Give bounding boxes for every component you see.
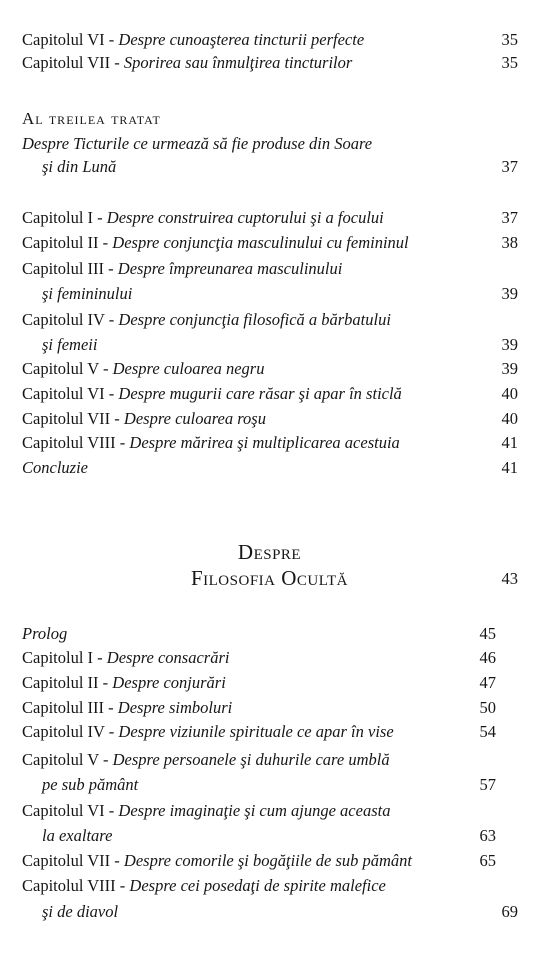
separator: - (104, 30, 119, 49)
chapter-title: Despre împreunarea masculinului (117, 259, 343, 278)
toc-entry (22, 458, 518, 478)
page-number: 54 (479, 722, 496, 741)
page-number: 38 (501, 233, 518, 252)
chapter-label: Capitolul I (22, 208, 94, 227)
chapter-title: Despre cunoaşterea tincturii perfecte (118, 30, 365, 49)
chapter-title: Despre culoarea roşu (123, 409, 266, 428)
chapter-label: Capitolul III (22, 259, 105, 278)
page-number: 45 (479, 624, 496, 643)
page-number: 69 (501, 902, 518, 921)
page-number: 40 (501, 409, 518, 428)
toc-entry: Capitolul VIII - Despre mărirea şi multiplicarea acestuia 41 (22, 433, 518, 452)
chapter-label: Capitolul VII (22, 851, 111, 870)
toc-entry: Capitolul V - Despre culoarea negru 39 (22, 359, 518, 378)
page-number: 47 (479, 673, 496, 692)
treatise-subtitle: Despre Ticturile ce urmează să fie produse din Soare (22, 134, 373, 153)
page-number: 37 (501, 208, 518, 227)
toc-entry: Capitolul II - Despre conjurări 47 (22, 673, 496, 692)
toc-entry (22, 624, 518, 644)
chapter-title: Despre construirea cuptorului şi a focului (106, 208, 384, 227)
page-number: 41 (501, 458, 518, 477)
toc-entry: Capitolul VI - Despre imaginaţie şi cum ajunge aceasta (22, 801, 391, 820)
chapter-label: Capitolul VIII (22, 876, 116, 895)
page-number: 39 (501, 335, 518, 354)
page-number: 65 (479, 851, 496, 870)
toc-entry: Capitolul IV - Despre viziunile spirituale ce apar în vise 54 (22, 722, 496, 741)
chapter-label: Capitolul II (22, 673, 99, 692)
page-number: 57 (479, 775, 496, 794)
chapter-title: Despre conjuncţia filosofică a bărbatului (118, 310, 391, 329)
conclusion-title: Concluzie (22, 458, 88, 477)
toc-entry (22, 53, 518, 73)
toc-entry: Capitolul II - Despre conjuncţia masculinului cu femininul 38 (22, 233, 518, 252)
chapter-label: Capitolul VIII (22, 433, 116, 452)
toc-entry-cont: şi femeii 39 (42, 335, 518, 354)
page-number: 50 (479, 698, 496, 717)
page-number: 39 (501, 359, 518, 378)
toc-entry-cont: la exaltare 63 (42, 826, 496, 845)
toc-entry-cont: şi de diavol 69 (42, 902, 518, 921)
chapter-label: Capitolul V (22, 750, 99, 769)
chapter-title: Despre cei posedaţi de spirite malefice (129, 876, 386, 895)
page-number: 35 (501, 30, 518, 49)
chapter-title: Sporirea sau înmulţirea tincturilor (123, 53, 353, 72)
chapter-title: Despre viziunile spirituale ce apar în vise (118, 722, 394, 741)
chapter-label: Capitolul V (22, 359, 99, 378)
chapter-title: Despre conjurări (112, 673, 226, 692)
toc-entry: Capitolul III - Despre simboluri 50 (22, 698, 496, 717)
toc-entry: Capitolul V - Despre persoanele şi duhurile care umblă (22, 750, 390, 769)
prolog-title: Prolog (22, 624, 68, 643)
toc-entry: Capitolul VI - Despre mugurii care răsar şi apar în sticlă 40 (22, 384, 518, 403)
page-number: 43 (501, 569, 518, 588)
part-heading-page (22, 569, 518, 589)
chapter-title: Despre persoanele şi duhurile care umblă (112, 750, 390, 769)
page-number: 46 (479, 648, 496, 667)
toc-entry (22, 30, 518, 50)
toc-entry-cont: şi femininului 39 (42, 284, 518, 303)
chapter-label: Capitolul III (22, 698, 105, 717)
separator: - (110, 53, 124, 72)
toc-entry: Capitolul VII - Despre comorile şi bogăţiile de sub pământ 65 (22, 851, 496, 870)
chapter-label: Capitolul II (22, 233, 99, 252)
chapter-title: Despre consacrări (106, 648, 230, 667)
toc-entry: Capitolul III - Despre împreunarea masculinului (22, 259, 343, 278)
chapter-label: Capitolul IV (22, 722, 105, 741)
chapter-title: Despre culoarea negru (112, 359, 265, 378)
chapter-title: Despre conjuncţia masculinului cu femininul (112, 233, 409, 252)
toc-entry-cont: pe sub pământ 57 (42, 775, 496, 794)
chapter-label: Capitolul VI (22, 30, 105, 49)
page-number: 37 (501, 157, 518, 176)
part-heading-line2: Filosofia Ocultă (190, 566, 349, 590)
page-number: 63 (479, 826, 496, 845)
chapter-label: Capitolul VII (22, 53, 111, 72)
chapter-label: Capitolul VII (22, 409, 111, 428)
chapter-title: Despre imaginaţie şi cum ajunge aceasta (118, 801, 391, 820)
page-number: 40 (501, 384, 518, 403)
page-number: 35 (501, 53, 518, 72)
chapter-title: Despre simboluri (117, 698, 233, 717)
page-number: 41 (501, 433, 518, 452)
toc-entry: Capitolul I - Despre construirea cuptorului şi a focului 37 (22, 208, 518, 227)
chapter-label: Capitolul IV (22, 310, 105, 329)
toc-entry: Capitolul IV - Despre conjuncţia filosofică a bărbatului (22, 310, 391, 329)
chapter-label: Capitolul I (22, 648, 94, 667)
chapter-title: Despre mărirea şi multiplicarea acestuia (129, 433, 400, 452)
chapter-title: Despre mugurii care răsar şi apar în sticlă (118, 384, 402, 403)
toc-entry: Capitolul I - Despre consacrări 46 (22, 648, 496, 667)
chapter-label: Capitolul VI (22, 384, 105, 403)
chapter-label: Capitolul VI (22, 801, 105, 820)
page-number: 39 (501, 284, 518, 303)
toc-entry: Capitolul VII - Despre culoarea roşu 40 (22, 409, 518, 428)
treatise-heading: Al treilea tratat (22, 109, 161, 128)
treatise-subtitle-cont: şi din Lună 37 (42, 157, 518, 176)
part-heading-line1: Despre (237, 540, 302, 564)
chapter-title: Despre comorile şi bogăţiile de sub pământ (123, 851, 413, 870)
toc-entry: Capitolul VIII - Despre cei posedaţi de spirite malefice (22, 876, 386, 895)
